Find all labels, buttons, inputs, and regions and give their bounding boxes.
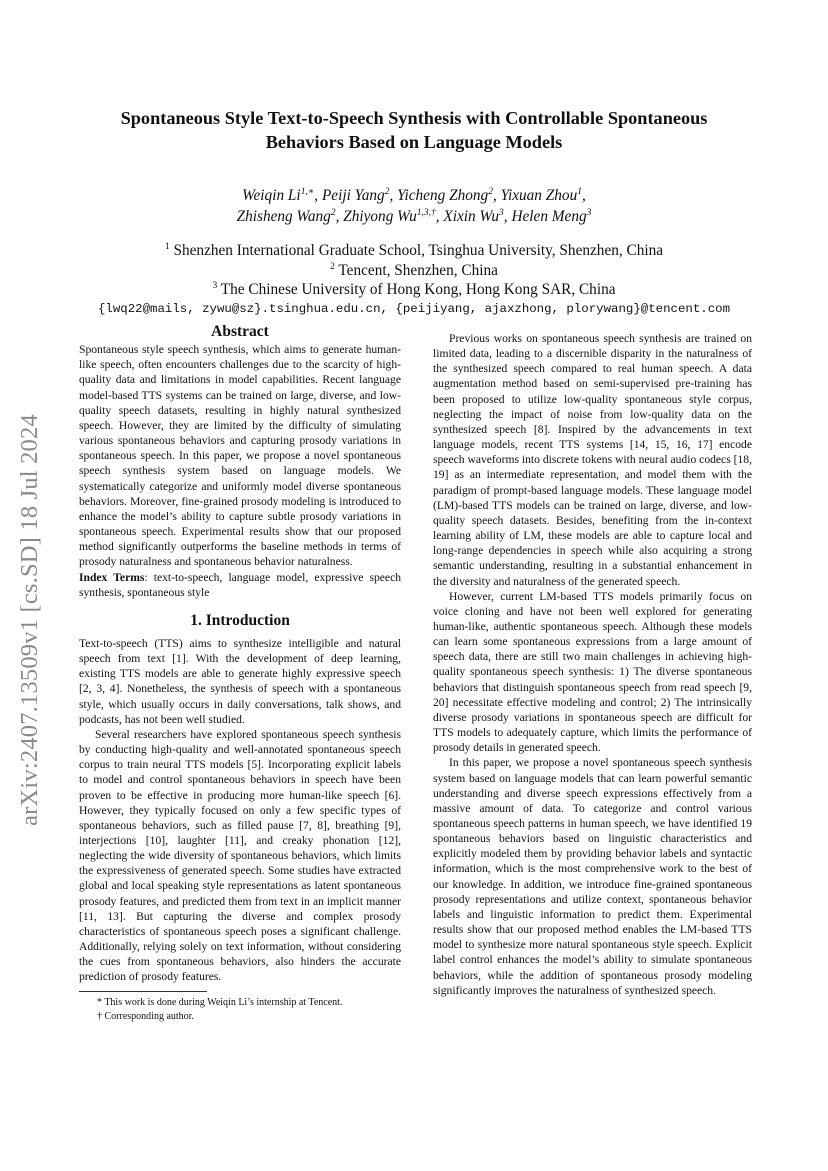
arxiv-id-text: arXiv:2407.13509v1 [cs.SD] 18 Jul 2024: [16, 414, 43, 826]
body-paragraph-3: In this paper, we propose a novel spontaneous speech synthesis system based on language models that can learn powerful semantic understanding and diverse speech expressions effectively from a massive amount of data. To categorize and control various spontaneous speech patterns in human speech, we have identified 19 spontaneous behaviors based on linguistic characteristics and explicitly modeled them by providing behavior labels and syntactic information, which is the most comprehensive work to the best of our knowledge. In addition, we introduce fine-grained spontaneous prosody representations and utilize context, spontaneous behavior labels and linguistic information to predict them. Experimental results show that our proposed method enables the LM-based TTS model to synthesize more natural spontaneous style speech. Explicit label control enhances the model’s ability to simulate spontaneous behaviors, while the addition of spontaneous prosody modeling significantly improves the naturalness of synthesized speech.: [433, 756, 752, 997]
author-affil-mark: 1,3,†: [416, 207, 436, 218]
author-separator: ,: [492, 187, 501, 204]
body-paragraph-2: However, current LM-based TTS models primarily focus on voice cloning and have not been well explored for generating human-like, authentic spontaneous speech. Although these models can learn some spontaneous expressions from a large amount of speech data, there are still two main challenges in achieving high-quality spontaneous speech synthesis: 1) The diverse spontaneous behaviors that distinguish spontaneous speech from read speech [9, 20] necessitate effective modeling and control; 2) The intrinsically diverse prosody variations in spontaneous speech are difficult for TTS models to adequately capture, which limits the performance of prosody details in generated speech.: [433, 589, 752, 755]
author-separator: ,: [581, 187, 586, 204]
author-affil-mark: 3: [499, 207, 504, 218]
author-affil-mark: 1,∗: [300, 186, 315, 197]
affiliation-3: [80, 280, 748, 300]
author-name: Peiji Yang: [321, 187, 385, 204]
author-name: Helen Meng: [511, 208, 587, 225]
author-list: [80, 185, 748, 227]
author-name: Yicheng Zhong: [397, 187, 489, 204]
affiliation-1: [80, 241, 748, 261]
affiliations: [80, 241, 748, 319]
title-line-1: Spontaneous Style Text-to-Speech Synthesis with Controllable Spontaneous: [120, 108, 708, 128]
author-separator: ,: [335, 208, 344, 225]
affiliation-text: The Chinese University of Hong Kong, Hong Kong SAR, China: [220, 281, 616, 298]
intro-paragraph-1: Text-to-speech (TTS) aims to synthesize intelligible and natural speech from text [1]. With the development of deep learning, existing TTS models are able to generate highly expressive speech [2, 3, 4]. Nonetheless, the synthesis of speech with a spontaneous style, which usually occurs in daily conversations, talk shows, and podcasts, has not been well studied.: [79, 636, 401, 726]
author-line-2: [80, 206, 748, 227]
footnote-divider: [79, 991, 207, 992]
author-name: Yixuan Zhou: [500, 187, 578, 204]
footnote-corresponding-author: † Corresponding author.: [97, 1010, 194, 1022]
author-name: Weiqin Li: [242, 187, 301, 204]
author-affil-mark: 2: [330, 207, 336, 218]
arxiv-identifier-stamp: [10, 370, 50, 870]
author-separator: ,: [503, 208, 512, 225]
index-terms-text: : text-to-speech, language model, expressive speech synthesis, spontaneous style: [79, 570, 402, 599]
footnote-internship: * This work is done during Weiqin Li’s internship at Tencent.: [97, 996, 343, 1008]
author-name: Zhiyong Wu: [343, 208, 417, 225]
author-name: Zhisheng Wang: [236, 208, 331, 225]
email-addresses: {lwq22@mails, zywu@sz}.tsinghua.edu.cn, {peijiyang, ajaxzhong, plorywang}@tencent.com: [97, 301, 731, 316]
title-line-2: Behaviors Based on Language Models: [265, 132, 563, 152]
intro-paragraph-2: Several researchers have explored spontaneous speech synthesis by conducting high-quality and well-annotated spontaneous speech corpus to train neural TTS models [5]. Incorporating explicit labels to model and control spontaneous behaviors in speech have been proven to be effective in producing more human-like speech [6]. However, they typically focused on only a few specific types of spontaneous behaviors, such as filled pause [7, 8], breathing [9], interjections [10], laughter [11], and creaky phonation [12], neglecting the wide diversity of spontaneous behaviors, which limits the expressiveness of generated speech. Some studies have extracted global and local speaking style representations as latent spontaneous prosody features, and predicted them from text in an implicit manner [11, 13]. But capturing the diverse and complex prosody characteristics of spontaneous speech poses a significant challenge. Additionally, relying solely on text information, without considering the cues from spontaneous behaviors, also hinders the accurate prediction of prosody features.: [79, 727, 401, 984]
author-separator: ,: [314, 187, 322, 204]
introduction-heading: 1. Introduction: [190, 611, 290, 629]
right-column: [433, 331, 752, 998]
affiliation-mark: 2: [330, 261, 335, 272]
affiliation-text: Shenzhen International Graduate School, Tsinghua University, Shenzhen, China: [173, 242, 664, 259]
body-paragraph-1: Previous works on spontaneous speech synthesis are trained on limited data, leading to a discernible disparity in the naturalness of the synthesized speech compared to real human speech. A data augmentation method based on semi-supervised pre-training has been proposed to utilize low-quality spontaneous style corpus, neglecting the impact of noise from low-quality data on the synthesized speech [8]. Inspired by the advancements in text language models, recent TTS systems [14, 15, 16, 17] encode speech waveforms into discrete tokens with neural audio codecs [18, 19] as an intermediate representation, and model them with the paradigm of prompt-based language models. These language model (LM)-based TTS models can be trained on large, diverse, and low-quality speech datasets. Besides, benefiting from the in-context learning ability of LM, these models are able to capture local and long-range dependencies in speech while also acquiring a strong semantic understanding, resulting in a substantial enhancement in the diversity and naturalness of the generated speech.: [433, 332, 752, 588]
author-line-1: [80, 185, 748, 206]
index-terms: [79, 570, 401, 600]
author-affil-mark: 2: [488, 186, 493, 197]
affiliation-mark: 1: [164, 241, 170, 252]
author-affil-mark: 1: [577, 186, 582, 197]
author-affil-mark: 3: [586, 207, 592, 218]
author-separator: ,: [389, 187, 398, 204]
left-column: [79, 324, 401, 1024]
index-terms-label: Index Terms: [79, 570, 145, 584]
author-affil-mark: 2: [384, 186, 390, 197]
paper-title: [80, 106, 748, 154]
affiliation-text: Tencent, Shenzhen, China: [338, 261, 498, 279]
affiliation-2: [80, 261, 748, 281]
abstract-heading: Abstract: [211, 323, 269, 340]
author-name: Xixin Wu: [443, 208, 500, 225]
affiliation-mark: 3: [212, 280, 218, 291]
abstract-text: Spontaneous style speech synthesis, which aims to generate human-like speech, often encounters challenges due to the scarcity of high-quality data and limitations in model capabilities. Recent language model-based TTS systems can be trained on large, diverse, and low-quality speech datasets, resulting in highly natural synthesized speech. However, they are limited by the difficulty of simulating various spontaneous behaviors and capturing prosody variations in spontaneous speech. In this paper, we propose a novel spontaneous speech synthesis system based on language models. We systematically categorize and uniformly model diverse spontaneous behaviors. Moreover, fine-grained prosody modeling is introduced to enhance the model’s ability to capture subtle prosody variations in spontaneous speech. Experimental results show that our proposed method significantly outperforms the baseline methods in terms of prosody naturalness and spontaneous behavior naturalness.: [79, 343, 401, 569]
author-separator: ,: [435, 208, 444, 225]
